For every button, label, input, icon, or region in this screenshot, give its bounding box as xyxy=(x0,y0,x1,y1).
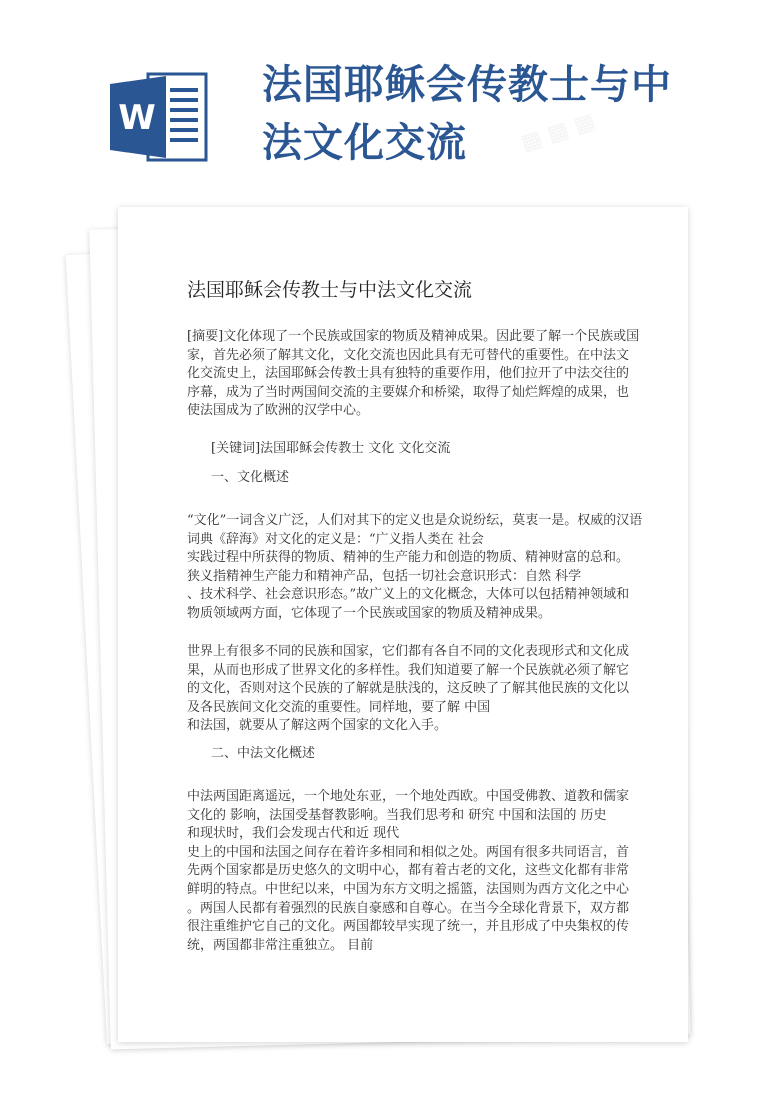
document-title: 法国耶稣会传教士与中法文化交流 xyxy=(187,279,473,301)
text-line: 果，从而也形成了世界文化的多样性。我们知道要了解一个民族就必须了解它 xyxy=(187,662,630,678)
text-line: 和现状时，我们会发现古代和近 现代 xyxy=(187,826,400,842)
text-line: 史上的中国和法国之间存在着许多相同和相似之处。两国有很多共同语言，首 xyxy=(187,844,630,860)
text-line: 实践过程中所获得的物质、精神的生产能力和创造的物质、精神财富的总和。 xyxy=(187,550,630,566)
text-line: 鲜明的特点。中世纪以来，中国为东方文明之摇篮，法国则为西方文化之中心 xyxy=(187,881,630,897)
paragraph-culture-definition xyxy=(187,512,643,624)
text-line: “文化”一词含义广泛，人们对其下的定义也是众说纷纭，莫衷一是。权威的汉语 xyxy=(187,513,643,528)
watermark: ▦ ▦ ▦ xyxy=(518,108,599,157)
keywords-line: [关键词]法国耶稣会传教士 文化 文化交流 xyxy=(211,441,451,456)
text-line: 世界上有很多不同的民族和国家，它们都有各自不同的文化表现形式和文化成 xyxy=(187,644,630,659)
abstract-paragraph xyxy=(187,328,640,421)
text-line: 词典《辞海》对文化的定义是：“广义指人类在 社会 xyxy=(187,531,484,547)
text-line: 物质领域两方面，它体现了一个民族或国家的物质及精神成果。 xyxy=(187,605,552,621)
text-line: 家，首先必须了解其文化，文化交流也因此具有无可替代的重要性。在中法文 xyxy=(187,347,630,363)
text-line: 及各民族间文化交流的重要性。同样地，要了解 中国 xyxy=(187,699,491,715)
header-title-line1: 法国耶稣会传教士与中 xyxy=(262,62,672,108)
text-line: 中法两国距离遥远，一个地处东亚，一个地处西欧。中国受佛教、道教和儒家 xyxy=(187,789,630,804)
text-line: 狭义指精神生产能力和精神产品，包括一切社会意识形式：自然 科学 xyxy=(187,568,582,584)
text-line: 。两国人民都有着强烈的民族自豪感和自尊心。在当今全球化背景下，双方都 xyxy=(187,900,630,916)
text-line: 先两个国家都是历史悠久的文明中心，都有着古老的文化，这些文化都有非常 xyxy=(187,863,630,879)
text-line: 的文化，否则对这个民族的了解就是肤浅的，这反映了了解其他民族的文化以 xyxy=(187,681,630,697)
text-line: 化交流史上，法国耶稣会传教士具有独特的重要作用，他们拉开了中法交往的 xyxy=(187,366,630,382)
text-line: 文化的 影响，法国受基督教影响。当我们思考和 研究 中国和法国的 历史 xyxy=(187,807,607,823)
section-heading-1: 一、文化概述 xyxy=(211,470,290,485)
svg-text:W: W xyxy=(118,98,156,138)
paragraph-cultural-diversity xyxy=(187,643,630,736)
text-line: 统，两国都非常注重独立。 目前 xyxy=(187,937,374,953)
text-line: 和法国，就要从了解这两个国家的文化入手。 xyxy=(187,718,448,734)
text-line: 使法国成为了欧洲的汉学中心。 xyxy=(187,403,370,419)
text-line: 序幕，成为了当时两国间交流的主要媒介和桥梁，取得了灿烂辉煌的成果，也 xyxy=(187,384,630,400)
text-line: 、技术科学、社会意识形态。”故广义上的文化概念，大体可以包括精神领域和 xyxy=(187,587,630,603)
header-title-line2: 法文化交流 xyxy=(262,120,467,166)
text-line: 很注重维护它自己的文化。两国都较早实现了统一，并且形成了中央集权的传 xyxy=(187,919,630,935)
text-line: [摘要]文化体现了一个民族或国家的物质及精神成果。因此要了解一个民族或国 xyxy=(187,329,640,344)
paragraph-sino-french-overview xyxy=(187,788,630,955)
section-heading-2: 二、中法文化概述 xyxy=(211,746,316,761)
